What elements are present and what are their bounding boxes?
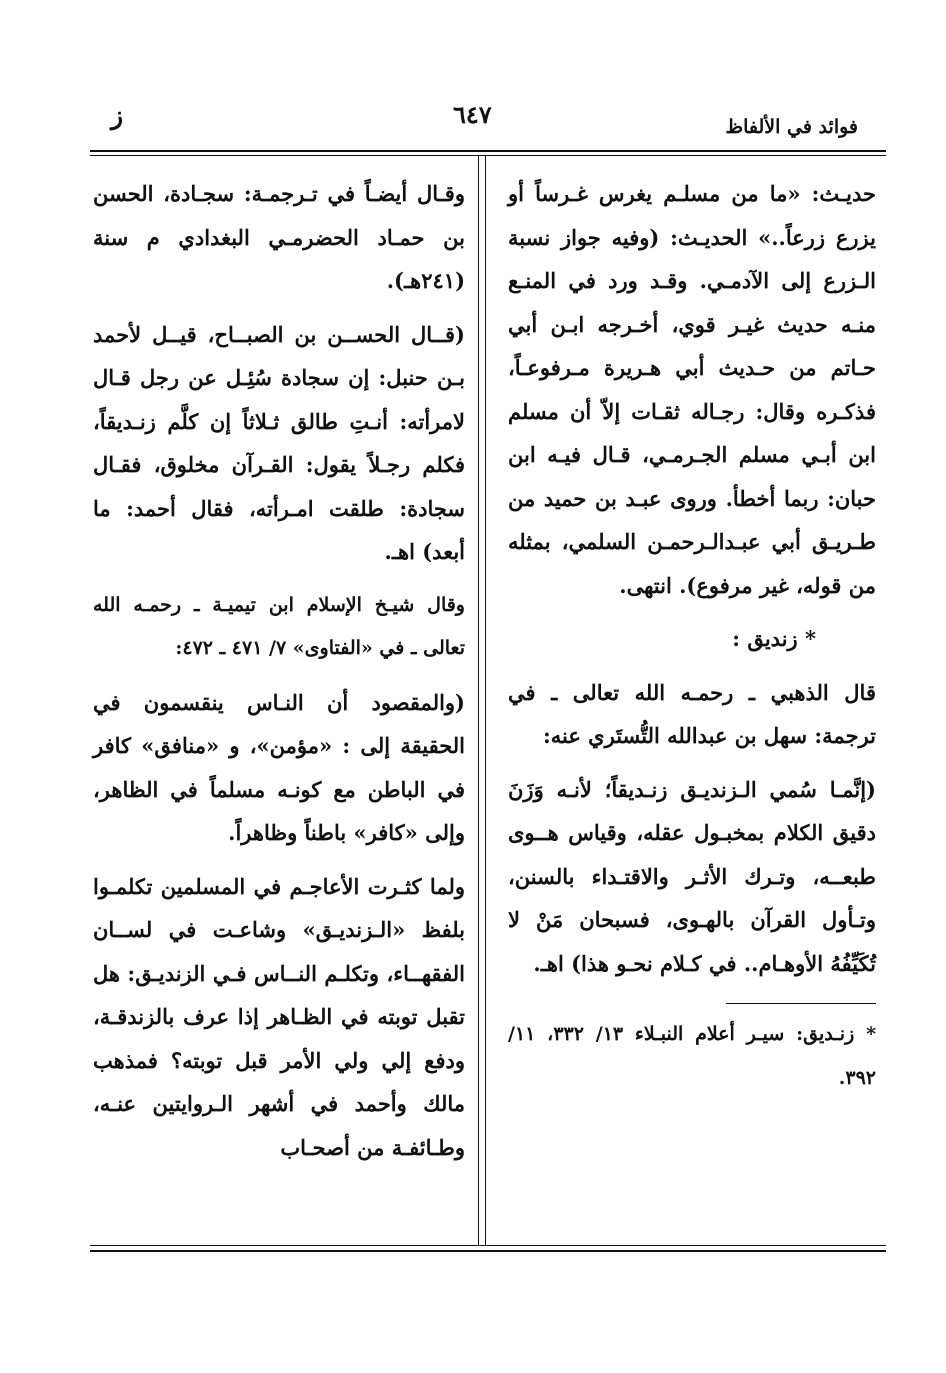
ibn-taymiyya-intro: وقال شيـخ الإسلام ابن تيميـة ـ رحمـه الله تعالى ـ في «الفتاوى» ٧/ ٤٧١ ـ ٤٧٢: [93,593,465,659]
page-number: ٦٤٧ [453,100,492,129]
column-divider [478,155,479,1245]
footnote-rule [726,1003,876,1004]
running-title: فوائد في الألفاظ [725,116,858,138]
right-column [508,172,876,1110]
section-letter: ز [111,101,124,130]
ibn-taymiyya-quote: (والمقصود أن النـاس ينقسمون في الحقيقة إلى : «مؤمن»، و «منافق» كافر في الباطن مع كونـه مسلماً في الظاهر، وإلى «كافر» باطناً وظاهراً. [93,689,465,845]
ibn-taymiyya-continuation: ولما كثـرت الأعاجـم في المسلمين تكلمـوا بلفظ «الـزنديـق» وشاعـت في لســان الفقهــاء، وتكلـم النــاس فـي الزنديـق: هل تقبل توبته في الظـاهر إذا عرف بالزندقـة، ودفع إلي ولي الأمر قبل توبته؟ فمذهب مالك وأحمد في أشهر الـروايتين عنـه، وطـائفـة من أصحـاب [93,873,465,1160]
dhahabi-quote: (إنَّمـا سُمي الـزنديـق زنـديقاً؛ لأنـه وَزَنَ دقيق الكلام بمخبـول عقله، وقياس هــوى طبعــه، وتـرك الأثـر والاقتـداء بالسنن، وتـأول القرآن بالهـوى، فسبحان مَنْ لا تُكَيِّفُهُ الأوهـام.. في كـلام نحـو هذا) اهـ. [508,776,876,976]
entry-heading-zindiq: * زنديق : [732,626,816,651]
footnote: * زنـديق: سيـر أعلام النبـلاء ١٣/ ٣٣٢، ١١/ ٣٩٢. [508,1023,876,1089]
header-rule [90,150,886,152]
hadith-paragraph: حديـث: «ما من مسلـم يغرس غـرساً أو يزرع زرعاً..» الحديـث: (وفيه جواز نسبة الـزرع إلى الآدمـي. وقـد ورد في المنـع منـه حديث غيـر قوي، أخـرجه ابـن أبي حـاتم من حـديث أبي هـريرة مـرفوعـاً، فذكـره وقال: رجـاله ثقـات إلاّ أن مسلم ابن أبـي مسلم الجـرمـي، قـال فيـه ابن حبان: ربما أخطأ. وروى عبـد بن حميد من طـريـق أبي عبـدالـرحمـن السلمي، بمثله من قوله، غير مرفوع). انتهى. [508,181,876,598]
dhahabi-intro: قال الذهبي ـ رحمـه الله تعالى ـ في ترجمة: سهل بن عبدالله التُّستَري عنه: [508,679,876,748]
sajjada-intro: وقـال أيضـاً في تـرجمـة: سجـادة، الحسن بن حمـاد الحضرمـي البغدادي م سنة (٢٤١هـ). [93,181,465,293]
column-divider-inner [485,155,486,1245]
footer-rule-thin [90,1245,886,1246]
footer-rule [90,1250,886,1252]
sajjada-quote: (قــال الحســن بن الصبــاح، قيــل لأحمد بـن حنبل: إن سجادة سُئِـل عن رجل قـال لامرأته: أنـتِ طالق ثـلاثاً إن كلَّم زنـديقاً، فكلم رجـلاً يقول: القـرآن مخلوق، فقـال سجادة: طلقت امـرأته، فقال أحمد: ما أبعد) اهـ. [93,321,465,564]
header-rule-thin [90,155,886,156]
left-column [93,172,465,1179]
